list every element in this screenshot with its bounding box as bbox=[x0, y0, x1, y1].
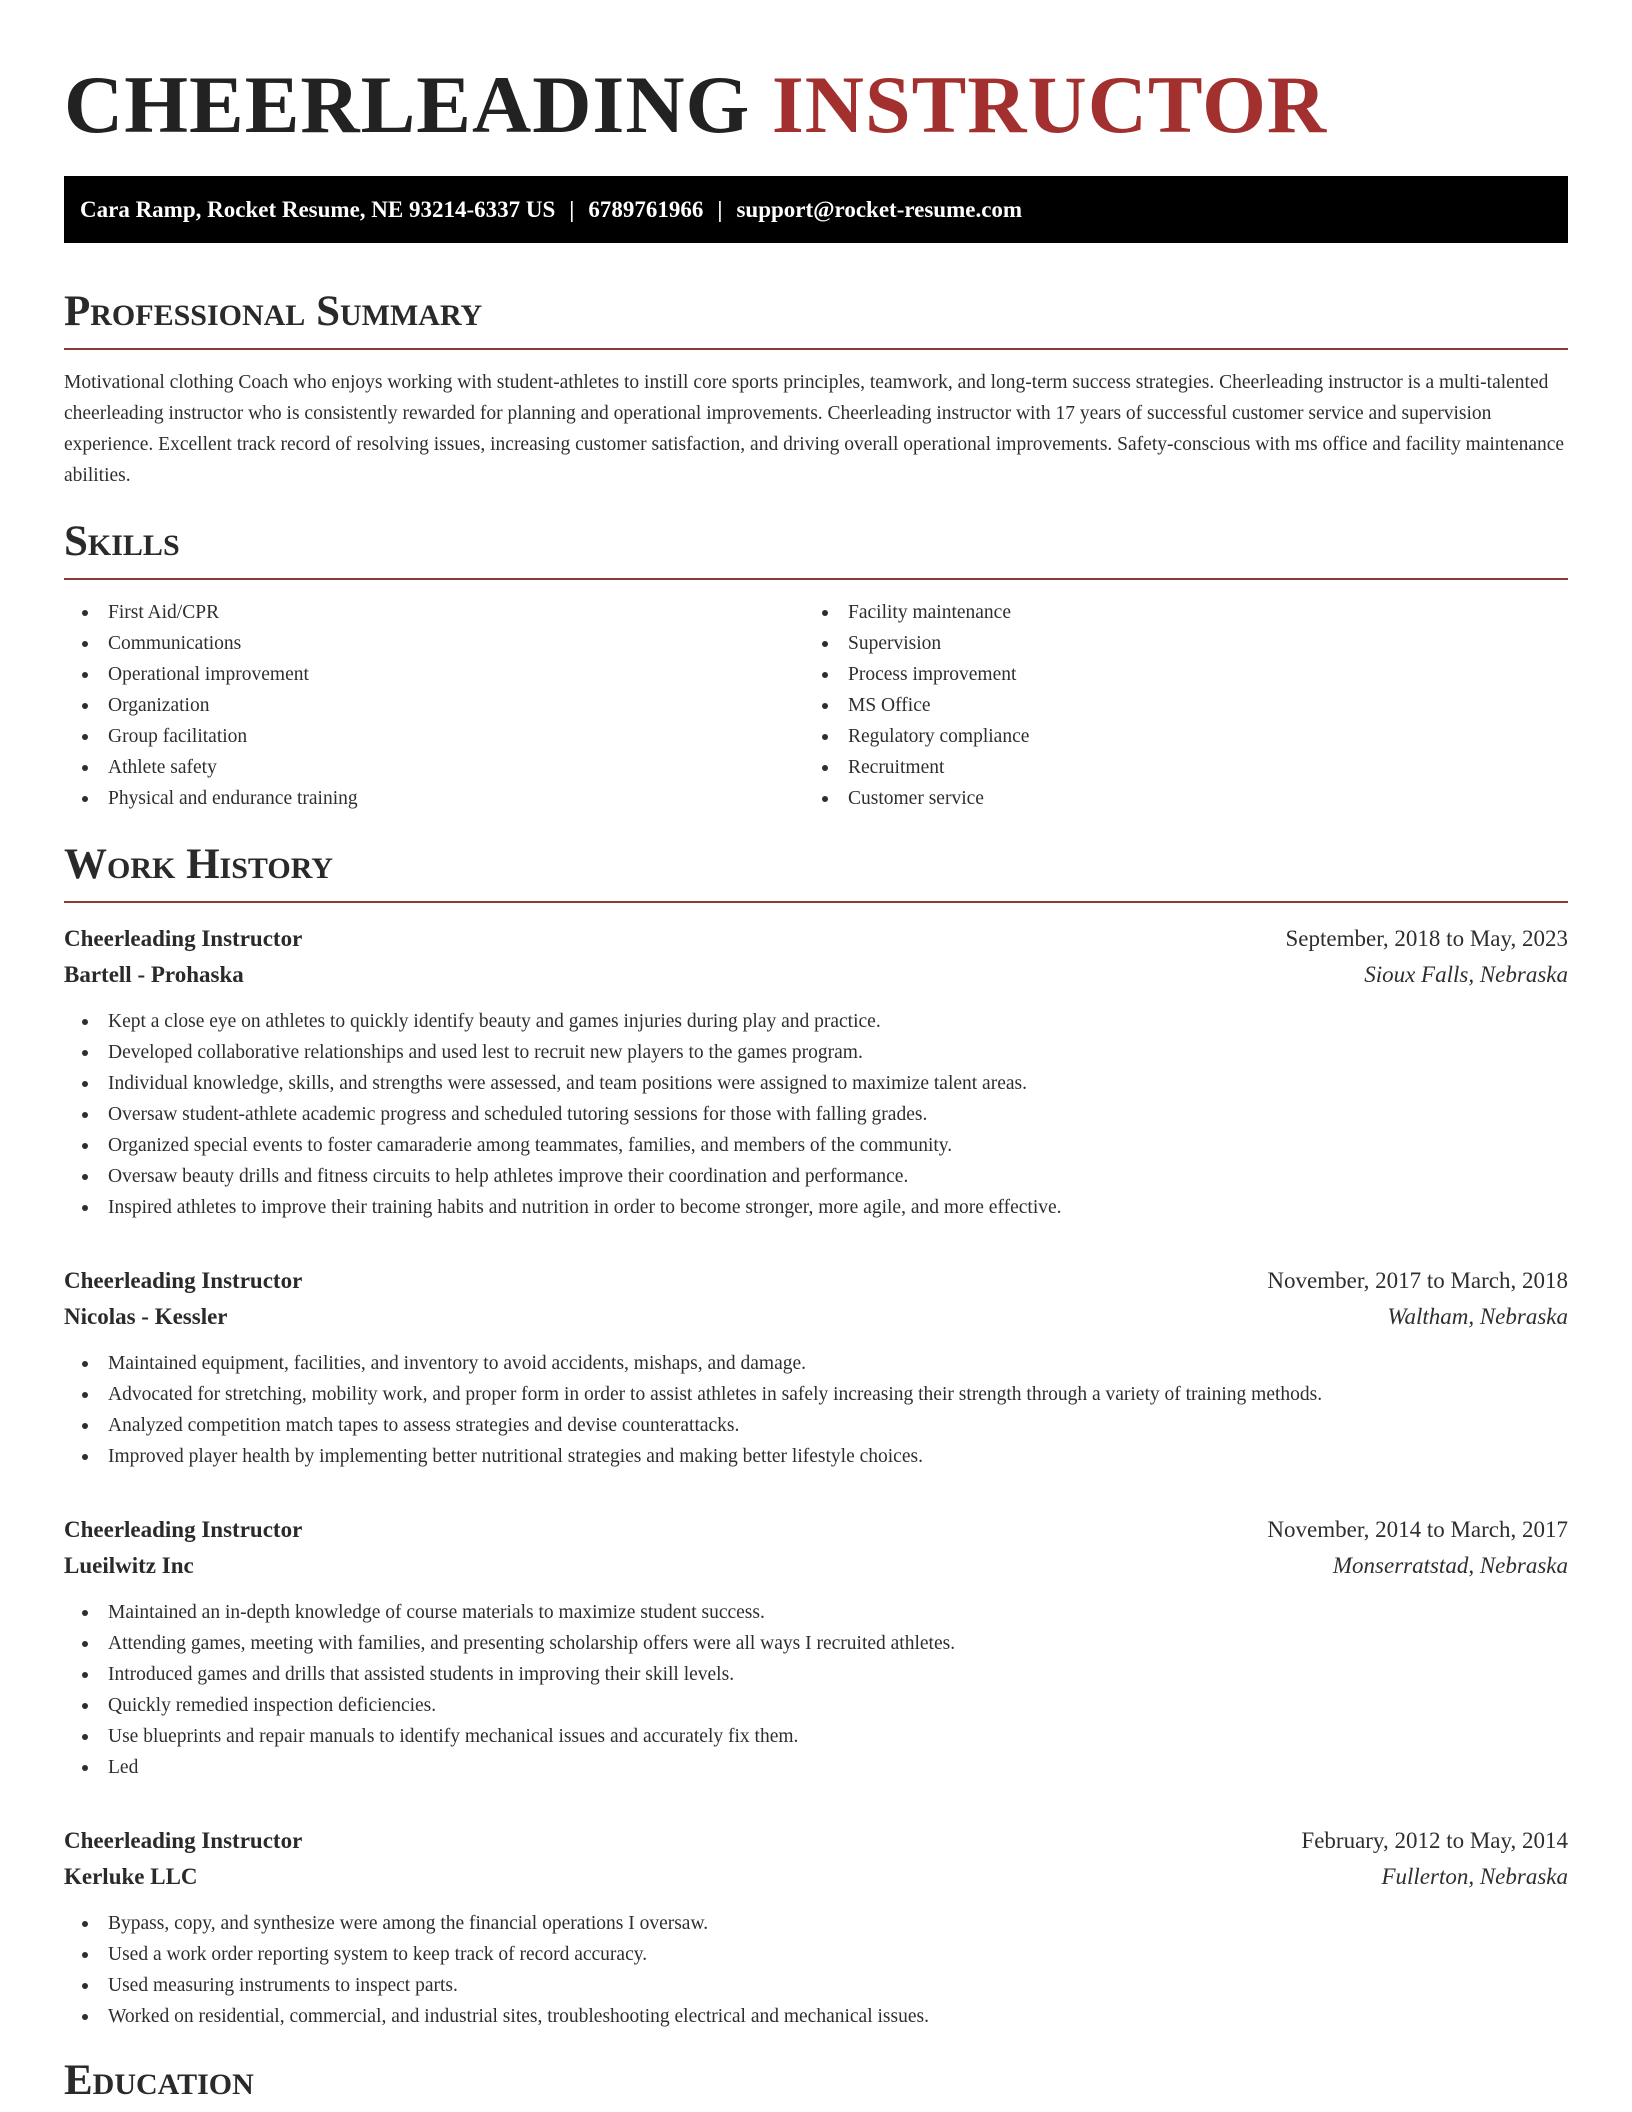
job-company-row bbox=[64, 1299, 1568, 1335]
job-bullet: Maintained an in-depth knowledge of course materials to maximize student success. bbox=[64, 1597, 1568, 1628]
skill-item: Athlete safety bbox=[64, 752, 804, 783]
job-bullet: Organized special events to foster camaraderie among teammates, families, and members of the community. bbox=[64, 1130, 1568, 1161]
contact-address: Cara Ramp, Rocket Resume, NE 93214-6337 US bbox=[80, 197, 556, 222]
job-dates: February, 2012 to May, 2014 bbox=[1301, 1828, 1568, 1853]
job-bullet: Oversaw beauty drills and fitness circuits to help athletes improve their coordination and performance. bbox=[64, 1161, 1568, 1192]
skill-item: Customer service bbox=[804, 783, 1544, 814]
job-location: Monserratstad, Nebraska bbox=[1332, 1553, 1568, 1578]
job-title: Cheerleading Instructor bbox=[64, 1517, 303, 1542]
contact-separator: | bbox=[717, 197, 723, 222]
job-dates: November, 2017 to March, 2018 bbox=[1267, 1268, 1568, 1293]
job-bullet: Led bbox=[64, 1752, 1568, 1783]
job-bullet: Oversaw student-athlete academic progress and scheduled tutoring sessions for those with falling grades. bbox=[64, 1099, 1568, 1130]
skill-item: Group facilitation bbox=[64, 721, 804, 752]
job-bullet: Used measuring instruments to inspect parts. bbox=[64, 1970, 1568, 2001]
job-bullets bbox=[64, 1597, 1568, 1783]
skill-item: Physical and endurance training bbox=[64, 783, 804, 814]
job-bullet: Attending games, meeting with families, and presenting scholarship offers were all ways I recruited athletes. bbox=[64, 1628, 1568, 1659]
skill-item: Operational improvement bbox=[64, 659, 804, 690]
skill-item: Recruitment bbox=[804, 752, 1544, 783]
job-company-row bbox=[64, 1548, 1568, 1584]
contact-email: support@rocket-resume.com bbox=[736, 197, 1023, 222]
job-location: Fullerton, Nebraska bbox=[1381, 1864, 1568, 1889]
job-location: Sioux Falls, Nebraska bbox=[1364, 962, 1568, 987]
resume-title bbox=[64, 0, 1568, 152]
skills-grid bbox=[64, 597, 1568, 814]
skill-item: MS Office bbox=[804, 690, 1544, 721]
section-heading: Skills bbox=[64, 518, 180, 565]
job-dates: September, 2018 to May, 2023 bbox=[1285, 926, 1568, 951]
job-bullets bbox=[64, 1908, 1568, 2032]
job-title: Cheerleading Instructor bbox=[64, 1828, 303, 1853]
job-header-row bbox=[64, 1263, 1568, 1299]
job-bullet: Developed collaborative relationships and used lest to recruit new players to the games program. bbox=[64, 1037, 1568, 1068]
skill-item: First Aid/CPR bbox=[64, 597, 804, 628]
job-bullet: Kept a close eye on athletes to quickly identify beauty and games injuries during play and practice. bbox=[64, 1006, 1568, 1037]
job-bullet: Use blueprints and repair manuals to identify mechanical issues and accurately fix them. bbox=[64, 1721, 1568, 1752]
job-header-row bbox=[64, 921, 1568, 957]
skill-item: Communications bbox=[64, 628, 804, 659]
professional-summary-section bbox=[64, 287, 1568, 491]
skill-item: Supervision bbox=[804, 628, 1544, 659]
skills-section bbox=[64, 517, 1568, 814]
section-heading: Work History bbox=[64, 841, 333, 888]
job-bullet: Worked on residential, commercial, and industrial sites, troubleshooting electrical and mechanical issues. bbox=[64, 2001, 1568, 2032]
title-part-2: INSTRUCTOR bbox=[771, 59, 1328, 150]
job-dates: November, 2014 to March, 2017 bbox=[1267, 1517, 1568, 1542]
job-bullet: Used a work order reporting system to keep track of record accuracy. bbox=[64, 1939, 1568, 1970]
skill-item: Organization bbox=[64, 690, 804, 721]
job-entry bbox=[64, 1263, 1568, 1472]
job-bullet: Individual knowledge, skills, and strengths were assessed, and team positions were assigned to maximize talent areas. bbox=[64, 1068, 1568, 1099]
job-entry bbox=[64, 1823, 1568, 2032]
job-title: Cheerleading Instructor bbox=[64, 926, 303, 951]
job-bullet: Quickly remedied inspection deficiencies. bbox=[64, 1690, 1568, 1721]
contact-separator: | bbox=[569, 197, 575, 222]
job-bullet: Maintained equipment, facilities, and inventory to avoid accidents, mishaps, and damage. bbox=[64, 1348, 1568, 1379]
job-company: Lueilwitz Inc bbox=[64, 1553, 194, 1578]
skills-list-left bbox=[64, 597, 804, 814]
job-entry bbox=[64, 1512, 1568, 1783]
skill-item: Regulatory compliance bbox=[804, 721, 1544, 752]
job-bullet: Inspired athletes to improve their training habits and nutrition in order to become stronger, more agile, and more effective. bbox=[64, 1192, 1568, 1223]
summary-text: Motivational clothing Coach who enjoys working with student-athletes to instill core sports principles, teamwork, and long-term success strategies. Cheerleading instructor is a multi-talented cheerleading instructor who is consistently rewarded for planning and operational improvements. Cheerleading instructor with 17 years of successful customer service and supervision experience. Excellent track record of resolving issues, increasing customer satisfaction, and driving overall operational improvements. Safety-conscious with ms office and facility maintenance abilities. bbox=[64, 372, 1565, 486]
contact-bar bbox=[64, 176, 1568, 243]
job-bullet: Advocated for stretching, mobility work, and proper form in order to assist athletes in safely increasing their strength through a variety of training methods. bbox=[64, 1379, 1568, 1410]
job-entry bbox=[64, 921, 1568, 1223]
job-bullet: Analyzed competition match tapes to assess strategies and devise counterattacks. bbox=[64, 1410, 1568, 1441]
job-company: Kerluke LLC bbox=[64, 1864, 198, 1889]
job-header-row bbox=[64, 1512, 1568, 1548]
job-bullet: Introduced games and drills that assisted students in improving their skill levels. bbox=[64, 1659, 1568, 1690]
contact-phone: 6789761966 bbox=[588, 197, 704, 222]
section-heading: Education bbox=[64, 2057, 254, 2104]
skill-item: Process improvement bbox=[804, 659, 1544, 690]
job-header-row bbox=[64, 1823, 1568, 1859]
work-history-section bbox=[64, 840, 1568, 2032]
section-divider bbox=[64, 578, 1568, 580]
section-divider bbox=[64, 901, 1568, 903]
title-part-1: CHEERLEADING bbox=[64, 59, 751, 150]
education-section bbox=[64, 2056, 1568, 2106]
section-heading: Professional Summary bbox=[64, 288, 483, 335]
job-bullet: Bypass, copy, and synthesize were among the financial operations I oversaw. bbox=[64, 1908, 1568, 1939]
job-company-row bbox=[64, 1859, 1568, 1895]
job-company-row bbox=[64, 957, 1568, 993]
job-bullets bbox=[64, 1348, 1568, 1472]
skills-list-right bbox=[804, 597, 1544, 814]
skill-item: Facility maintenance bbox=[804, 597, 1544, 628]
job-location: Waltham, Nebraska bbox=[1387, 1304, 1568, 1329]
job-company: Nicolas - Kessler bbox=[64, 1304, 228, 1329]
job-company: Bartell - Prohaska bbox=[64, 962, 244, 987]
job-bullet: Improved player health by implementing better nutritional strategies and making better lifestyle choices. bbox=[64, 1441, 1568, 1472]
job-bullets bbox=[64, 1006, 1568, 1223]
section-divider bbox=[64, 348, 1568, 350]
job-title: Cheerleading Instructor bbox=[64, 1268, 303, 1293]
